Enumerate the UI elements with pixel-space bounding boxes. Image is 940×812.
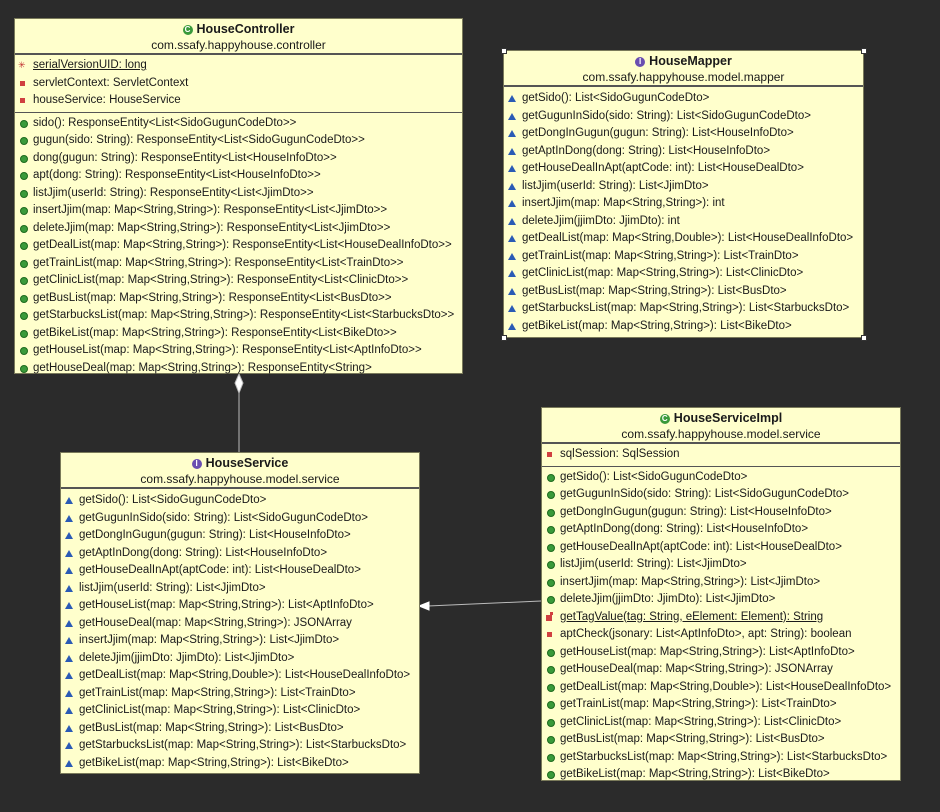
- abstract-icon: [64, 495, 75, 506]
- method-row[interactable]: [504, 283, 863, 301]
- methods-section: [15, 113, 462, 380]
- method-row[interactable]: [542, 766, 900, 784]
- public-icon: [18, 258, 29, 269]
- package-name: com.ssafy.happyhouse.controller: [151, 38, 326, 52]
- class-name: HouseMapper: [649, 54, 732, 68]
- abstract-icon: [64, 583, 75, 594]
- method-row-label: insertJjim(map: Map<String,String>): List<JjimDto>: [79, 634, 340, 646]
- method-row-label: deleteJjim(jjimDto: JjimDto): List<JjimDto>: [79, 651, 295, 664]
- public-icon: [545, 542, 556, 553]
- method-row-label: listJjim(userId: String): List<JjimDto>: [79, 581, 266, 594]
- method-row[interactable]: [504, 265, 863, 283]
- method-row-label: getHouseDealInApt(aptCode: int): List<HouseDealDto>: [79, 564, 361, 576]
- method-row[interactable]: [542, 714, 900, 732]
- method-row[interactable]: [504, 195, 863, 213]
- method-row[interactable]: [542, 679, 900, 697]
- method-row-label: getTagValue(tag: String, eElement: Element): String: [560, 610, 824, 623]
- method-row[interactable]: [504, 300, 863, 318]
- method-row-label: getBusList(map: Map<String,String>): ResponseEntity<List<BusDto>>: [33, 291, 392, 304]
- method-row[interactable]: [504, 318, 863, 336]
- package-name: com.ssafy.happyhouse.model.service: [140, 472, 340, 486]
- method-row-label: getHouseDeal(map: Map<String,String>): JSONArray: [560, 663, 833, 675]
- method-row[interactable]: [542, 661, 900, 679]
- selection-handle[interactable]: [501, 335, 507, 341]
- public-icon: [545, 524, 556, 535]
- method-row[interactable]: [542, 626, 900, 644]
- method-row[interactable]: [61, 632, 419, 650]
- realization-line: [428, 601, 541, 606]
- method-row[interactable]: [15, 325, 462, 343]
- selection-handle[interactable]: [861, 48, 867, 54]
- public-icon: [18, 118, 29, 129]
- method-row[interactable]: [542, 469, 900, 487]
- methods-section: [61, 489, 419, 774]
- package-name: com.ssafy.happyhouse.model.service: [621, 427, 821, 441]
- abstract-icon: [507, 303, 518, 314]
- method-row-label: getDealList(map: Map<String,Double>): List<HouseDealInfoDto>: [522, 232, 854, 244]
- public-icon: [18, 293, 29, 304]
- method-row-label: getSido(): List<SidoGugunCodeDto>: [560, 470, 748, 483]
- method-row-label: getBikeList(map: Map<String,String>): List<BikeDto>: [522, 319, 792, 332]
- method-row-label: getBikeList(map: Map<String,String>): ResponseEntity<List<BikeDto>>: [33, 326, 397, 339]
- abstract-icon: [507, 251, 518, 262]
- method-row-label: getDealList(map: Map<String,String>): ResponseEntity<List<HouseDealInfoDto>>: [33, 239, 452, 251]
- interface-icon: I: [635, 57, 645, 67]
- method-row-label: insertJjim(map: Map<String,String>): List<JjimDto>: [560, 575, 821, 588]
- private-icon: [18, 95, 29, 106]
- abstract-icon: [507, 111, 518, 122]
- abstract-icon: [507, 93, 518, 104]
- field-row[interactable]: [15, 57, 462, 75]
- house-service-impl-class[interactable]: [541, 407, 901, 781]
- public-icon: [545, 734, 556, 745]
- house-service-interface[interactable]: [60, 452, 420, 774]
- method-row[interactable]: [542, 731, 900, 749]
- method-row-label: getSido(): List<SidoGugunCodeDto>: [79, 494, 267, 506]
- method-row-label: listJjim(userId: String): ResponseEntity<List<JjimDto>>: [33, 186, 314, 199]
- fields-section: [15, 55, 462, 113]
- fields-section: [542, 444, 900, 467]
- method-row[interactable]: [61, 562, 419, 580]
- method-row-label: getStarbucksList(map: Map<String,String>): ResponseEntity<List<StarbucksDto>>: [33, 309, 455, 321]
- method-row-label: insertJjim(map: Map<String,String>): ResponseEntity<List<JjimDto>>: [33, 204, 388, 216]
- method-row[interactable]: [15, 132, 462, 150]
- class-icon: C: [660, 414, 670, 424]
- method-row[interactable]: [542, 749, 900, 767]
- method-row-label: getDongInGugun(gugun: String): List<HouseInfoDto>: [560, 505, 832, 518]
- method-row[interactable]: [504, 125, 863, 143]
- method-row[interactable]: [61, 650, 419, 668]
- method-row[interactable]: [15, 220, 462, 238]
- class-name: HouseService: [205, 456, 289, 470]
- method-row-label: getBikeList(map: Map<String,String>): List<BikeDto>: [560, 768, 830, 780]
- public-icon: [545, 769, 556, 780]
- house-controller-class[interactable]: [14, 18, 463, 374]
- public-icon: [18, 275, 29, 286]
- method-row[interactable]: [15, 115, 462, 133]
- abstract-icon: [64, 723, 75, 734]
- public-icon: [18, 135, 29, 146]
- method-row-label: getAptInDong(dong: String): List<HouseInfoDto>: [560, 523, 809, 535]
- method-row[interactable]: [542, 556, 900, 574]
- abstract-icon: [507, 286, 518, 297]
- method-row-label: apt(dong: String): ResponseEntity<List<HouseInfoDto>>: [33, 169, 321, 181]
- abstract-icon: [507, 198, 518, 209]
- method-row[interactable]: [542, 486, 900, 504]
- abstract-icon: [64, 600, 75, 611]
- method-row-label: getAptInDong(dong: String): List<HouseInfoDto>: [522, 144, 771, 157]
- method-row[interactable]: [504, 248, 863, 266]
- method-row-label: getAptInDong(dong: String): List<HouseInfoDto>: [79, 546, 328, 559]
- method-row[interactable]: [15, 185, 462, 203]
- method-row-label: getClinicList(map: Map<String,String>): List<ClinicDto>: [79, 704, 361, 716]
- method-row-label: getGugunInSido(sido: String): List<SidoGugunCodeDto>: [560, 488, 849, 500]
- method-row[interactable]: [504, 90, 863, 108]
- method-row-label: getHouseDealInApt(aptCode: int): List<HouseDealDto>: [560, 540, 842, 553]
- abstract-icon: [507, 128, 518, 139]
- public-icon: [18, 363, 29, 374]
- method-row-label: listJjim(userId: String): List<JjimDto>: [522, 179, 709, 192]
- method-row[interactable]: [15, 237, 462, 255]
- house-mapper-interface[interactable]: [503, 50, 864, 338]
- public-icon: [545, 752, 556, 763]
- abstract-icon: [64, 740, 75, 751]
- method-row[interactable]: [504, 160, 863, 178]
- method-row-label: getTrainList(map: Map<String,String>): List<TrainDto>: [79, 686, 356, 699]
- abstract-icon: [507, 268, 518, 279]
- method-row-label: getHouseDealInApt(aptCode: int): List<HouseDealDto>: [522, 162, 804, 174]
- abstract-icon: [507, 163, 518, 174]
- method-row[interactable]: [61, 720, 419, 738]
- method-row[interactable]: [504, 143, 863, 161]
- class-name: HouseController: [196, 22, 295, 36]
- method-row[interactable]: [15, 167, 462, 185]
- class-header: [542, 408, 900, 444]
- methods-section: [542, 467, 900, 786]
- abstract-icon: [64, 688, 75, 699]
- method-row[interactable]: [15, 290, 462, 308]
- method-row-label: getHouseList(map: Map<String,String>): List<AptInfoDto>: [560, 645, 855, 658]
- method-row-label: getStarbucksList(map: Map<String,String>): List<StarbucksDto>: [560, 750, 888, 763]
- method-row[interactable]: [61, 510, 419, 528]
- realization-arrowhead: [419, 602, 429, 610]
- method-row-label: getStarbucksList(map: Map<String,String>): List<StarbucksDto>: [522, 302, 850, 314]
- method-row[interactable]: [504, 230, 863, 248]
- public-icon: [545, 699, 556, 710]
- private-icon: [18, 78, 29, 89]
- method-row-label: deleteJjim(map: Map<String,String>): ResponseEntity<List<JjimDto>>: [33, 221, 391, 234]
- method-row[interactable]: [504, 108, 863, 126]
- field-row-label: serialVersionUID: long: [33, 59, 147, 71]
- public-icon: [18, 310, 29, 321]
- public-icon: [545, 664, 556, 675]
- method-row-label: listJjim(userId: String): List<JjimDto>: [560, 558, 747, 570]
- field-row-label: sqlSession: SqlSession: [560, 448, 680, 460]
- method-row-label: getTrainList(map: Map<String,String>): List<TrainDto>: [560, 698, 837, 710]
- method-row-label: aptCheck(jsonary: List<AptInfoDto>, apt: String): boolean: [560, 628, 852, 640]
- method-row-label: getDongInGugun(gugun: String): List<HouseInfoDto>: [522, 127, 794, 139]
- static-icon: [18, 60, 29, 71]
- method-row-label: getHouseDeal(map: Map<String,String>): ResponseEntity<String>: [33, 361, 372, 374]
- method-row-label: insertJjim(map: Map<String,String>): int: [522, 197, 725, 209]
- method-row-label: getGugunInSido(sido: String): List<SidoGugunCodeDto>: [79, 511, 368, 524]
- method-row[interactable]: [504, 213, 863, 231]
- method-row[interactable]: [61, 492, 419, 510]
- method-row-label: getHouseDeal(map: Map<String,String>): JSONArray: [79, 616, 352, 629]
- method-row-label: gugun(sido: String): ResponseEntity<List<SidoGugunCodeDto>>: [33, 134, 365, 146]
- method-row[interactable]: [542, 696, 900, 714]
- public-icon: [545, 682, 556, 693]
- selection-handle[interactable]: [501, 48, 507, 54]
- private-icon: [545, 629, 556, 640]
- abstract-icon: [64, 548, 75, 559]
- method-row[interactable]: [542, 644, 900, 662]
- class-header: [504, 51, 863, 87]
- method-row[interactable]: [504, 178, 863, 196]
- private-static-icon: [545, 612, 556, 623]
- method-row-label: dong(gugun: String): ResponseEntity<List<HouseInfoDto>>: [33, 151, 337, 164]
- abstract-icon: [507, 146, 518, 157]
- public-icon: [545, 594, 556, 605]
- method-row-label: getClinicList(map: Map<String,String>): List<ClinicDto>: [522, 267, 804, 279]
- method-row[interactable]: [15, 360, 462, 378]
- public-icon: [18, 223, 29, 234]
- method-row[interactable]: [542, 591, 900, 609]
- method-row[interactable]: [15, 272, 462, 290]
- method-row[interactable]: [15, 255, 462, 273]
- method-row-label: getBusList(map: Map<String,String>): List<BusDto>: [79, 721, 344, 734]
- method-row[interactable]: [15, 150, 462, 168]
- method-row-label: getDongInGugun(gugun: String): List<HouseInfoDto>: [79, 529, 351, 541]
- method-row-label: getBikeList(map: Map<String,String>): List<BikeDto>: [79, 756, 349, 769]
- method-row-label: sido(): ResponseEntity<List<SidoGugunCodeDto>>: [33, 116, 297, 129]
- method-row-label: getDealList(map: Map<String,Double>): List<HouseDealInfoDto>: [560, 680, 892, 693]
- method-row-label: getHouseList(map: Map<String,String>): ResponseEntity<List<AptInfoDto>>: [33, 344, 422, 356]
- abstract-icon: [507, 181, 518, 192]
- abstract-icon: [64, 758, 75, 769]
- method-row[interactable]: [542, 609, 900, 627]
- class-header: [61, 453, 419, 489]
- class-header: [15, 19, 462, 55]
- public-icon: [18, 188, 29, 199]
- public-icon: [545, 507, 556, 518]
- method-row[interactable]: [61, 702, 419, 720]
- method-row-label: getStarbucksList(map: Map<String,String>): List<StarbucksDto>: [79, 739, 407, 751]
- method-row[interactable]: [61, 545, 419, 563]
- class-icon: C: [183, 25, 193, 35]
- public-icon: [545, 717, 556, 728]
- method-row[interactable]: [15, 202, 462, 220]
- method-row-label: getSido(): List<SidoGugunCodeDto>: [522, 92, 710, 104]
- method-row[interactable]: [61, 527, 419, 545]
- method-row-label: getBusList(map: Map<String,String>): List<BusDto>: [560, 733, 825, 745]
- public-icon: [545, 559, 556, 570]
- field-row[interactable]: [15, 75, 462, 93]
- method-row[interactable]: [15, 307, 462, 325]
- method-row[interactable]: [61, 597, 419, 615]
- abstract-icon: [64, 513, 75, 524]
- methods-section: [504, 87, 863, 337]
- public-icon: [18, 170, 29, 181]
- abstract-icon: [64, 635, 75, 646]
- abstract-icon: [507, 216, 518, 227]
- field-row[interactable]: [542, 446, 900, 464]
- abstract-icon: [64, 670, 75, 681]
- method-row[interactable]: [542, 539, 900, 557]
- abstract-icon: [64, 705, 75, 716]
- class-name: HouseServiceImpl: [673, 411, 783, 425]
- public-icon: [18, 205, 29, 216]
- public-icon: [18, 153, 29, 164]
- method-row[interactable]: [61, 667, 419, 685]
- method-row[interactable]: [542, 521, 900, 539]
- public-icon: [18, 240, 29, 251]
- abstract-icon: [64, 618, 75, 629]
- method-row-label: getTrainList(map: Map<String,String>): List<TrainDto>: [522, 249, 799, 262]
- field-row-label: houseService: HouseService: [33, 94, 181, 106]
- method-row[interactable]: [61, 737, 419, 755]
- method-row[interactable]: [15, 342, 462, 360]
- public-icon: [545, 647, 556, 658]
- method-row[interactable]: [61, 580, 419, 598]
- method-row-label: deleteJjim(jjimDto: JjimDto): int: [522, 214, 680, 227]
- field-row[interactable]: [15, 92, 462, 110]
- selection-handle[interactable]: [861, 335, 867, 341]
- abstract-icon: [64, 530, 75, 541]
- abstract-icon: [64, 653, 75, 664]
- method-row[interactable]: [61, 685, 419, 703]
- public-icon: [545, 472, 556, 483]
- method-row[interactable]: [542, 504, 900, 522]
- method-row-label: deleteJjim(jjimDto: JjimDto): List<JjimDto>: [560, 593, 776, 605]
- public-icon: [18, 328, 29, 339]
- method-row-label: getBusList(map: Map<String,String>): List<BusDto>: [522, 284, 787, 297]
- method-row-label: getGugunInSido(sido: String): List<SidoGugunCodeDto>: [522, 109, 811, 122]
- method-row-label: getTrainList(map: Map<String,String>): ResponseEntity<List<TrainDto>>: [33, 256, 404, 269]
- method-row[interactable]: [61, 615, 419, 633]
- private-icon: [545, 449, 556, 460]
- abstract-icon: [507, 233, 518, 244]
- public-icon: [545, 577, 556, 588]
- abstract-icon: [64, 565, 75, 576]
- method-row-label: getClinicList(map: Map<String,String>): ResponseEntity<List<ClinicDto>>: [33, 274, 409, 286]
- package-name: com.ssafy.happyhouse.model.mapper: [582, 70, 785, 84]
- method-row[interactable]: [542, 574, 900, 592]
- field-row-label: servletContext: ServletContext: [33, 76, 189, 89]
- public-icon: [545, 489, 556, 500]
- public-icon: [18, 345, 29, 356]
- abstract-icon: [507, 321, 518, 332]
- method-row-label: getClinicList(map: Map<String,String>): List<ClinicDto>: [560, 715, 842, 728]
- interface-icon: I: [192, 459, 202, 469]
- method-row[interactable]: [61, 755, 419, 773]
- method-row-label: getHouseList(map: Map<String,String>): List<AptInfoDto>: [79, 599, 374, 611]
- method-row-label: getDealList(map: Map<String,Double>): List<HouseDealInfoDto>: [79, 669, 411, 681]
